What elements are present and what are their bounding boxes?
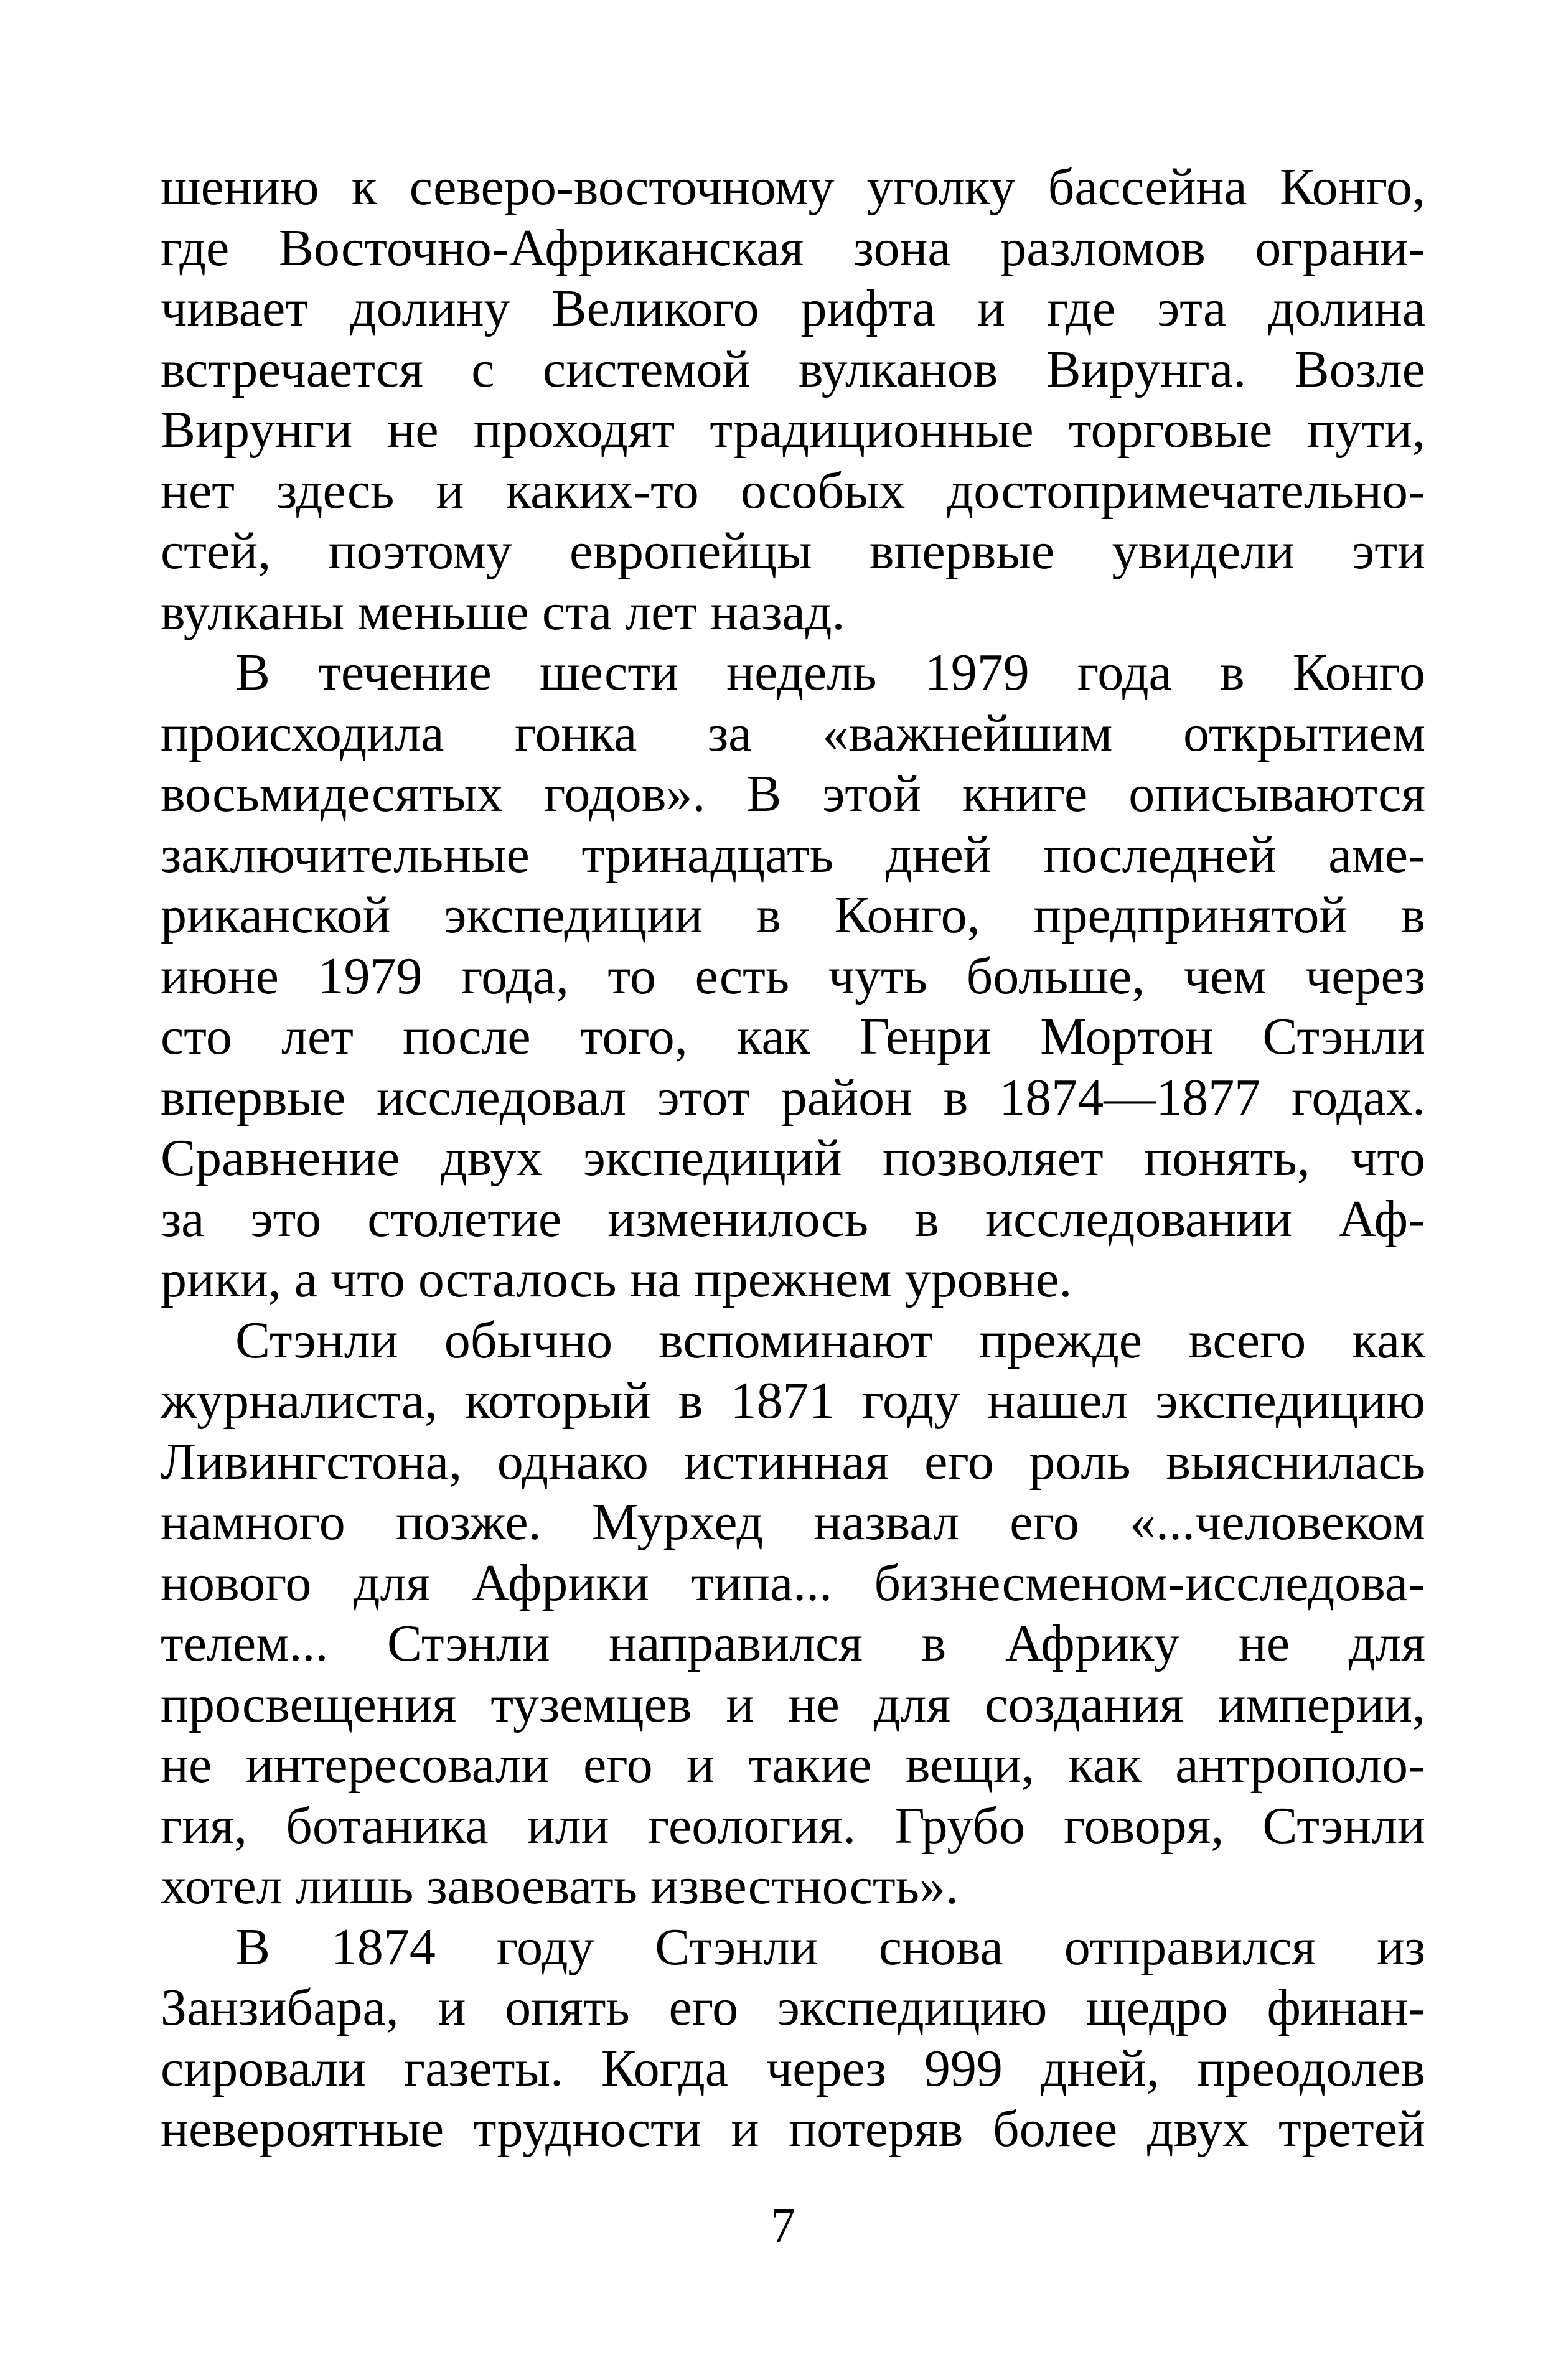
text-line: чивает долину Великого рифта и где эта долина	[161, 279, 1425, 337]
text-line: хотел лишь завоевать известность».	[161, 1857, 959, 1915]
text-line: Ливингстона, однако истинная его роль выяснилась	[161, 1432, 1425, 1491]
text-line: стей, поэтому европейцы впервые увидели эти	[161, 522, 1425, 580]
text-line: Стэнли обычно вспоминают прежде всего как	[235, 1311, 1425, 1369]
text-line: журналиста, который в 1871 году нашел экспедицию	[161, 1372, 1425, 1430]
text-line: вулканы меньше ста лет назад.	[161, 583, 845, 641]
text-line: нет здесь и каких-то особых достопримечательно-	[161, 461, 1425, 520]
text-line: за это столетие изменилось в исследовании Аф-	[161, 1189, 1425, 1248]
text-line: где Восточно-Африканская зона разломов ограни-	[161, 218, 1425, 277]
text-line: Сравнение двух экспедиций позволяет понять, что	[161, 1129, 1425, 1187]
text-line: не интересовали его и такие вещи, как антрополо-	[161, 1736, 1425, 1794]
text-line: происходила гонка за «важнейшим открытием	[161, 704, 1425, 762]
text-line: Занзибара, и опять его экспедицию щедро финан-	[161, 1979, 1425, 2036]
text-line: намного позже. Мурхед назвал его «...человеком	[161, 1493, 1425, 1551]
page-number: 7	[771, 2199, 795, 2254]
text-line: нового для Африки типа... бизнесменом-исследова-	[161, 1553, 1425, 1612]
text-line: Вирунги не проходят традиционные торговые пути,	[161, 401, 1425, 459]
text-line: июне 1979 года, то есть чуть больше, чем через	[161, 947, 1425, 1005]
text-line: сто лет после того, как Генри Мортон Стэнли	[161, 1008, 1425, 1066]
text-line: впервые исследовал этот район в 1874—1877 годах.	[161, 1068, 1425, 1127]
text-line: встречается с системой вулканов Вирунга. Возле	[161, 340, 1425, 398]
text-line: сировали газеты. Когда через 999 дней, преодолев	[161, 2039, 1425, 2097]
text-line: рики, а что осталось на прежнем уровне.	[161, 1250, 1072, 1308]
body-text	[161, 157, 1425, 2160]
text-line: риканской экспедиции в Конго, предпринятой в	[161, 886, 1425, 944]
text-line: невероятные трудности и потеряв более двух третей	[161, 2100, 1425, 2158]
text-line: восьмидесятых годов». В этой книге описываются	[161, 765, 1425, 823]
text-line: шению к северо-восточному уголку бассейна Конго,	[161, 158, 1425, 216]
text-line: просвещения туземцев и не для создания империи,	[161, 1675, 1425, 1733]
text-line: В 1874 году Стэнли снова отправился из	[235, 1918, 1425, 1976]
text-line: гия, ботаника или геология. Грубо говоря, Стэнли	[161, 1796, 1425, 1855]
text-line: телем... Стэнли направился в Африку не для	[161, 1614, 1425, 1672]
text-line: В течение шести недель 1979 года в Конго	[235, 644, 1425, 701]
text-line: заключительные тринадцать дней последней аме-	[161, 825, 1425, 884]
